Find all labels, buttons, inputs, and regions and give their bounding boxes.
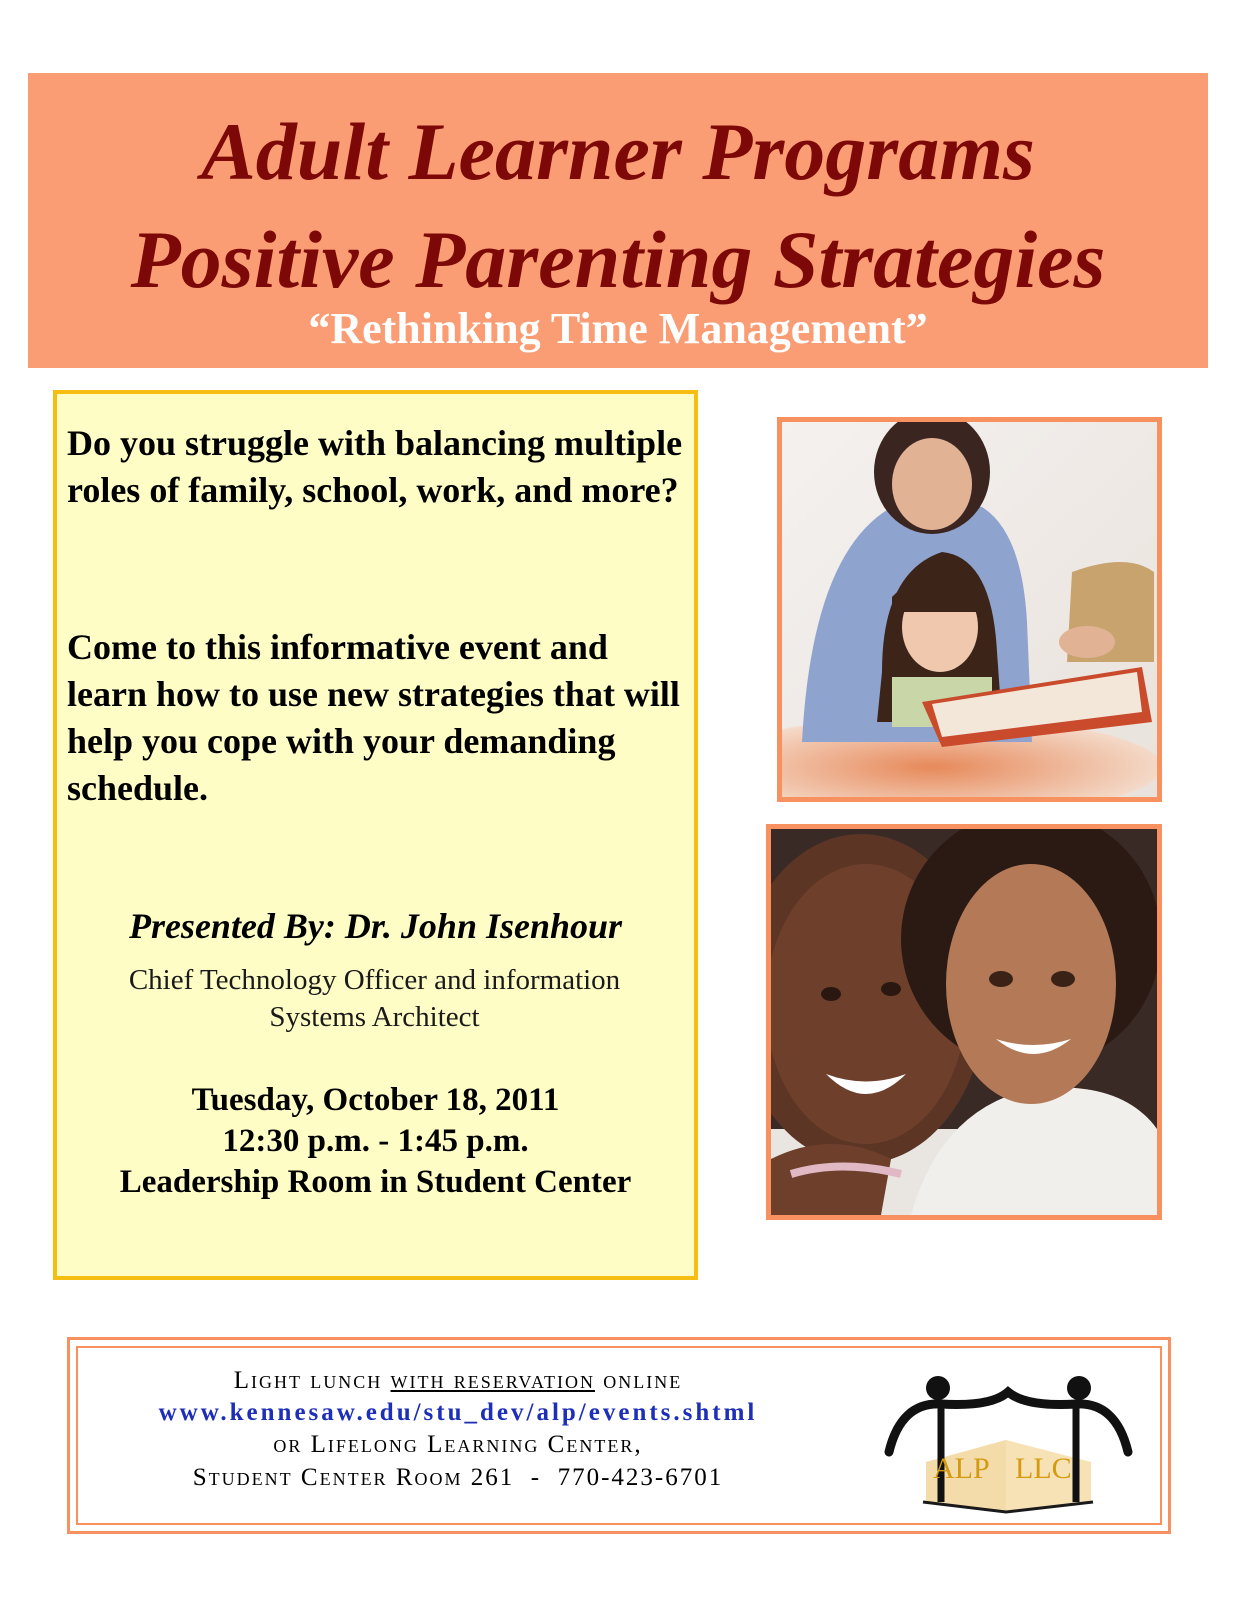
event-date: Tuesday, October 18, 2011: [191, 1082, 560, 1118]
presenter-role-line-2: Systems Architect: [269, 1001, 480, 1033]
logo-text-alp: ALP: [933, 1452, 990, 1485]
reservation-url-link[interactable]: www.kennesaw.edu/stu_dev/alp/events.shtml: [158, 1399, 758, 1426]
mother-reading-with-daughter-photo: [777, 417, 1162, 802]
room-phone-text: [98, 1465, 818, 1490]
lunch-reservation-text: [98, 1368, 818, 1393]
alternate-location-text: or Lifelong Learning Center,: [273, 1431, 643, 1458]
presenter-name: Presented By: Dr. John Isenhour: [128, 906, 623, 946]
with-reservation-text: with reservation: [390, 1367, 595, 1394]
smiling-couple-photo: [766, 824, 1162, 1220]
presenter-role-line-1: Chief Technology Officer and information: [128, 964, 621, 996]
alp-llc-logo: [881, 1362, 1136, 1522]
online-text: online: [603, 1367, 683, 1394]
phone-text: - 770-423-6701: [514, 1464, 724, 1491]
reservation-footer: [67, 1337, 1171, 1534]
event-info-box: [53, 390, 698, 1280]
invitation-text: Come to this informative event and learn how to use new strategies that will help you cope with your demanding schedule.: [67, 627, 680, 808]
title-line-2: Positive Parenting Strategies: [130, 214, 1106, 305]
event-time: 12:30 p.m. - 1:45 p.m.: [222, 1123, 529, 1159]
title-line-1: Adult Learner Programs: [201, 106, 1035, 197]
subtitle: “Rethinking Time Management”: [308, 304, 928, 353]
room-text: Student Center Room 261: [192, 1464, 515, 1491]
presenter-role: [87, 962, 662, 1036]
lunch-text: Light lunch: [233, 1367, 383, 1394]
question-text: Do you struggle with balancing multiple roles of family, school, work, and more?: [67, 423, 683, 510]
footer-inner-frame: [76, 1346, 1162, 1525]
event-location: Leadership Room in Student Center: [119, 1164, 632, 1200]
header-banner: [28, 73, 1208, 368]
logo-text-llc: LLC: [1015, 1452, 1072, 1485]
